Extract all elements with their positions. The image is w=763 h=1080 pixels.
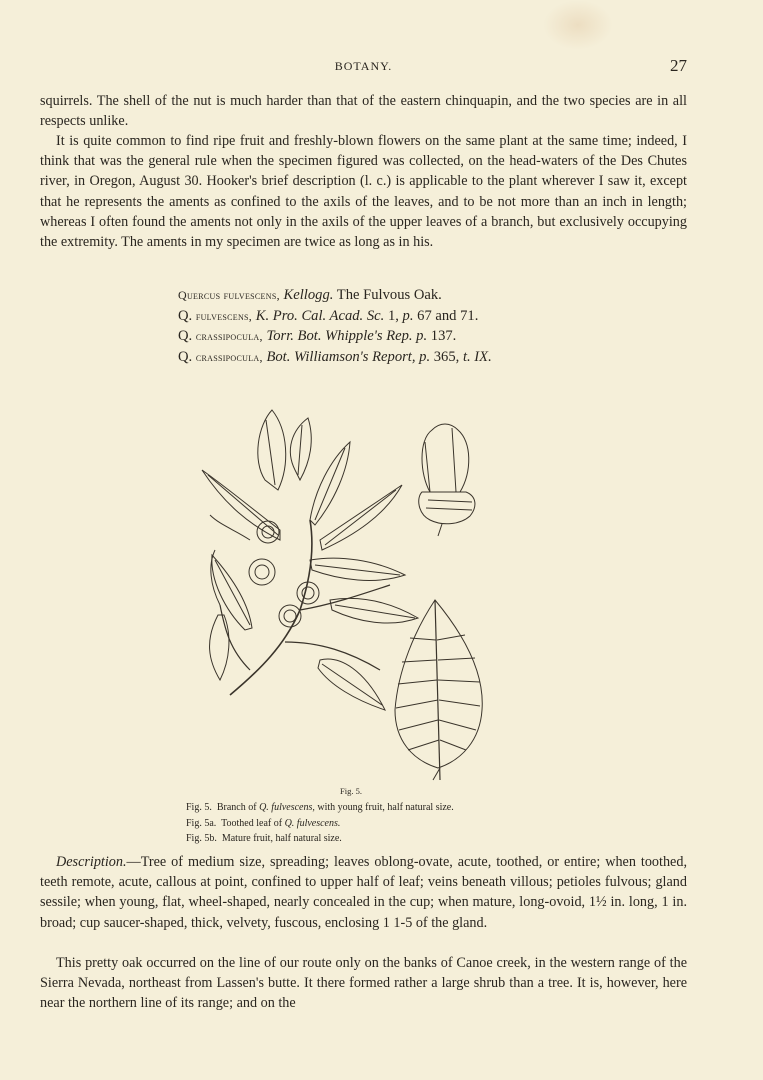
paper-stain: [543, 0, 613, 50]
caption-line-2: [186, 816, 566, 832]
species-name: crassipocula,: [195, 329, 263, 343]
toothed-leaf-drawing: [395, 600, 482, 780]
figure-label: Fig. 5.: [340, 786, 362, 796]
paragraph-text: It is quite common to find ripe fruit and freshly-blown flowers on the same plant at the same time; indeed, I think that was the general rule when the specimen figured was collected, on the head-waters of the Des Chutes river, in Oregon, August 30. Hooker's brief description (l. c.) is applicable to the plant wherever I saw it, except that he represents the aments as confined to the axils of the leaves, and to be not more than an inch in length; whereas I often found the aments not only in the axils of the upper leaves of a branch, but exclusively occupying the extremity. The aments in my specimen are twice as long as in his.: [40, 133, 687, 251]
reference-page-abbrev: p.: [402, 307, 414, 324]
species-author: Kellogg.: [283, 287, 334, 303]
page-number: 27: [670, 56, 687, 75]
caption-line-1: [186, 800, 566, 816]
synonym-line-4: [178, 347, 492, 368]
reference-pages: 67 and 71.: [417, 307, 479, 324]
reference: Torr. Bot. Whipple's Rep. p.: [266, 328, 428, 344]
description-paragraph: [40, 852, 687, 933]
caption-line-3: [186, 831, 566, 847]
reference-pages: 365,: [433, 348, 460, 365]
species-name: fulvescens,: [195, 308, 253, 323]
reference: Bot. Williamson's Report, p.: [266, 348, 431, 365]
reference-volume: 1,: [387, 307, 399, 324]
species-name: crassipocula,: [195, 349, 263, 364]
oak-branch-engraving: [190, 380, 510, 790]
paragraph-text: squirrels. The shell of the nut is much harder than that of the eastern chinquapin, and the two species are in all respects unlike.: [40, 93, 687, 130]
species-name: Quercus fulvescens,: [178, 288, 280, 302]
caption-text: Mature fruit, half natural size.: [221, 833, 342, 845]
paragraph-habitat: [40, 953, 687, 1014]
synonym-line-3: [178, 326, 492, 347]
genus-abbrev: Q.: [178, 348, 193, 365]
oak-branch-illustration: [190, 380, 510, 790]
figure-caption: [186, 784, 566, 847]
synonym-line-2: [178, 306, 492, 327]
running-head: BOTANY.: [334, 59, 393, 73]
caption-text: Toothed leaf of: [221, 817, 283, 829]
caption-species: Q. fulvescens.: [284, 817, 341, 829]
description-label: Description.: [56, 854, 127, 870]
caption-number: Fig. 5a.: [186, 817, 217, 829]
paragraph-continuation: [40, 91, 687, 131]
description-text: —Tree of medium size, spreading; leaves oblong-ovate, acute, toothed, or entire; when toothed, teeth remote, acute, callous at point, confined to upper half of leaf; veins beneath villous; petioles fulvous; gland sessile; when young, flat, wheel-shaped, nearly concealed in the cup; when mature, long-ovoid, 1½ in. long, 1 in. broad; cup saucer-shaped, thick, velvety, fuscous, enclosing 1 1-5 of the gland.: [40, 854, 687, 931]
reference: K. Pro. Cal. Acad. Sc.: [255, 307, 385, 324]
paragraph-text: This pretty oak occurred on the line of our route only on the banks of Canoe creek, in the western range of the Sierra Nevada, northeast from Lassen's butte. It there formed rather a large shrub than a tree. It is, however, here near the northern line of its range; and on the: [40, 955, 687, 1012]
caption-number: Fig. 5b.: [186, 833, 217, 845]
genus-abbrev: Q.: [178, 328, 193, 344]
common-name: The Fulvous Oak.: [336, 287, 442, 303]
caption-text: with young fruit, half natural size.: [317, 801, 454, 813]
synonym-line-1: [178, 285, 492, 306]
genus-abbrev: Q.: [178, 307, 193, 324]
caption-number: Fig. 5.: [186, 801, 212, 813]
acorn-drawing: [419, 424, 475, 536]
reference-plate: t. IX.: [462, 348, 492, 365]
page-header: [40, 56, 687, 76]
reference-pages: 137.: [430, 328, 457, 344]
paragraph-fruit-flowers: [40, 131, 687, 252]
synonymy-list: [178, 285, 492, 367]
caption-text: Branch of: [216, 801, 257, 813]
caption-species: Q. fulvescens,: [259, 801, 315, 813]
